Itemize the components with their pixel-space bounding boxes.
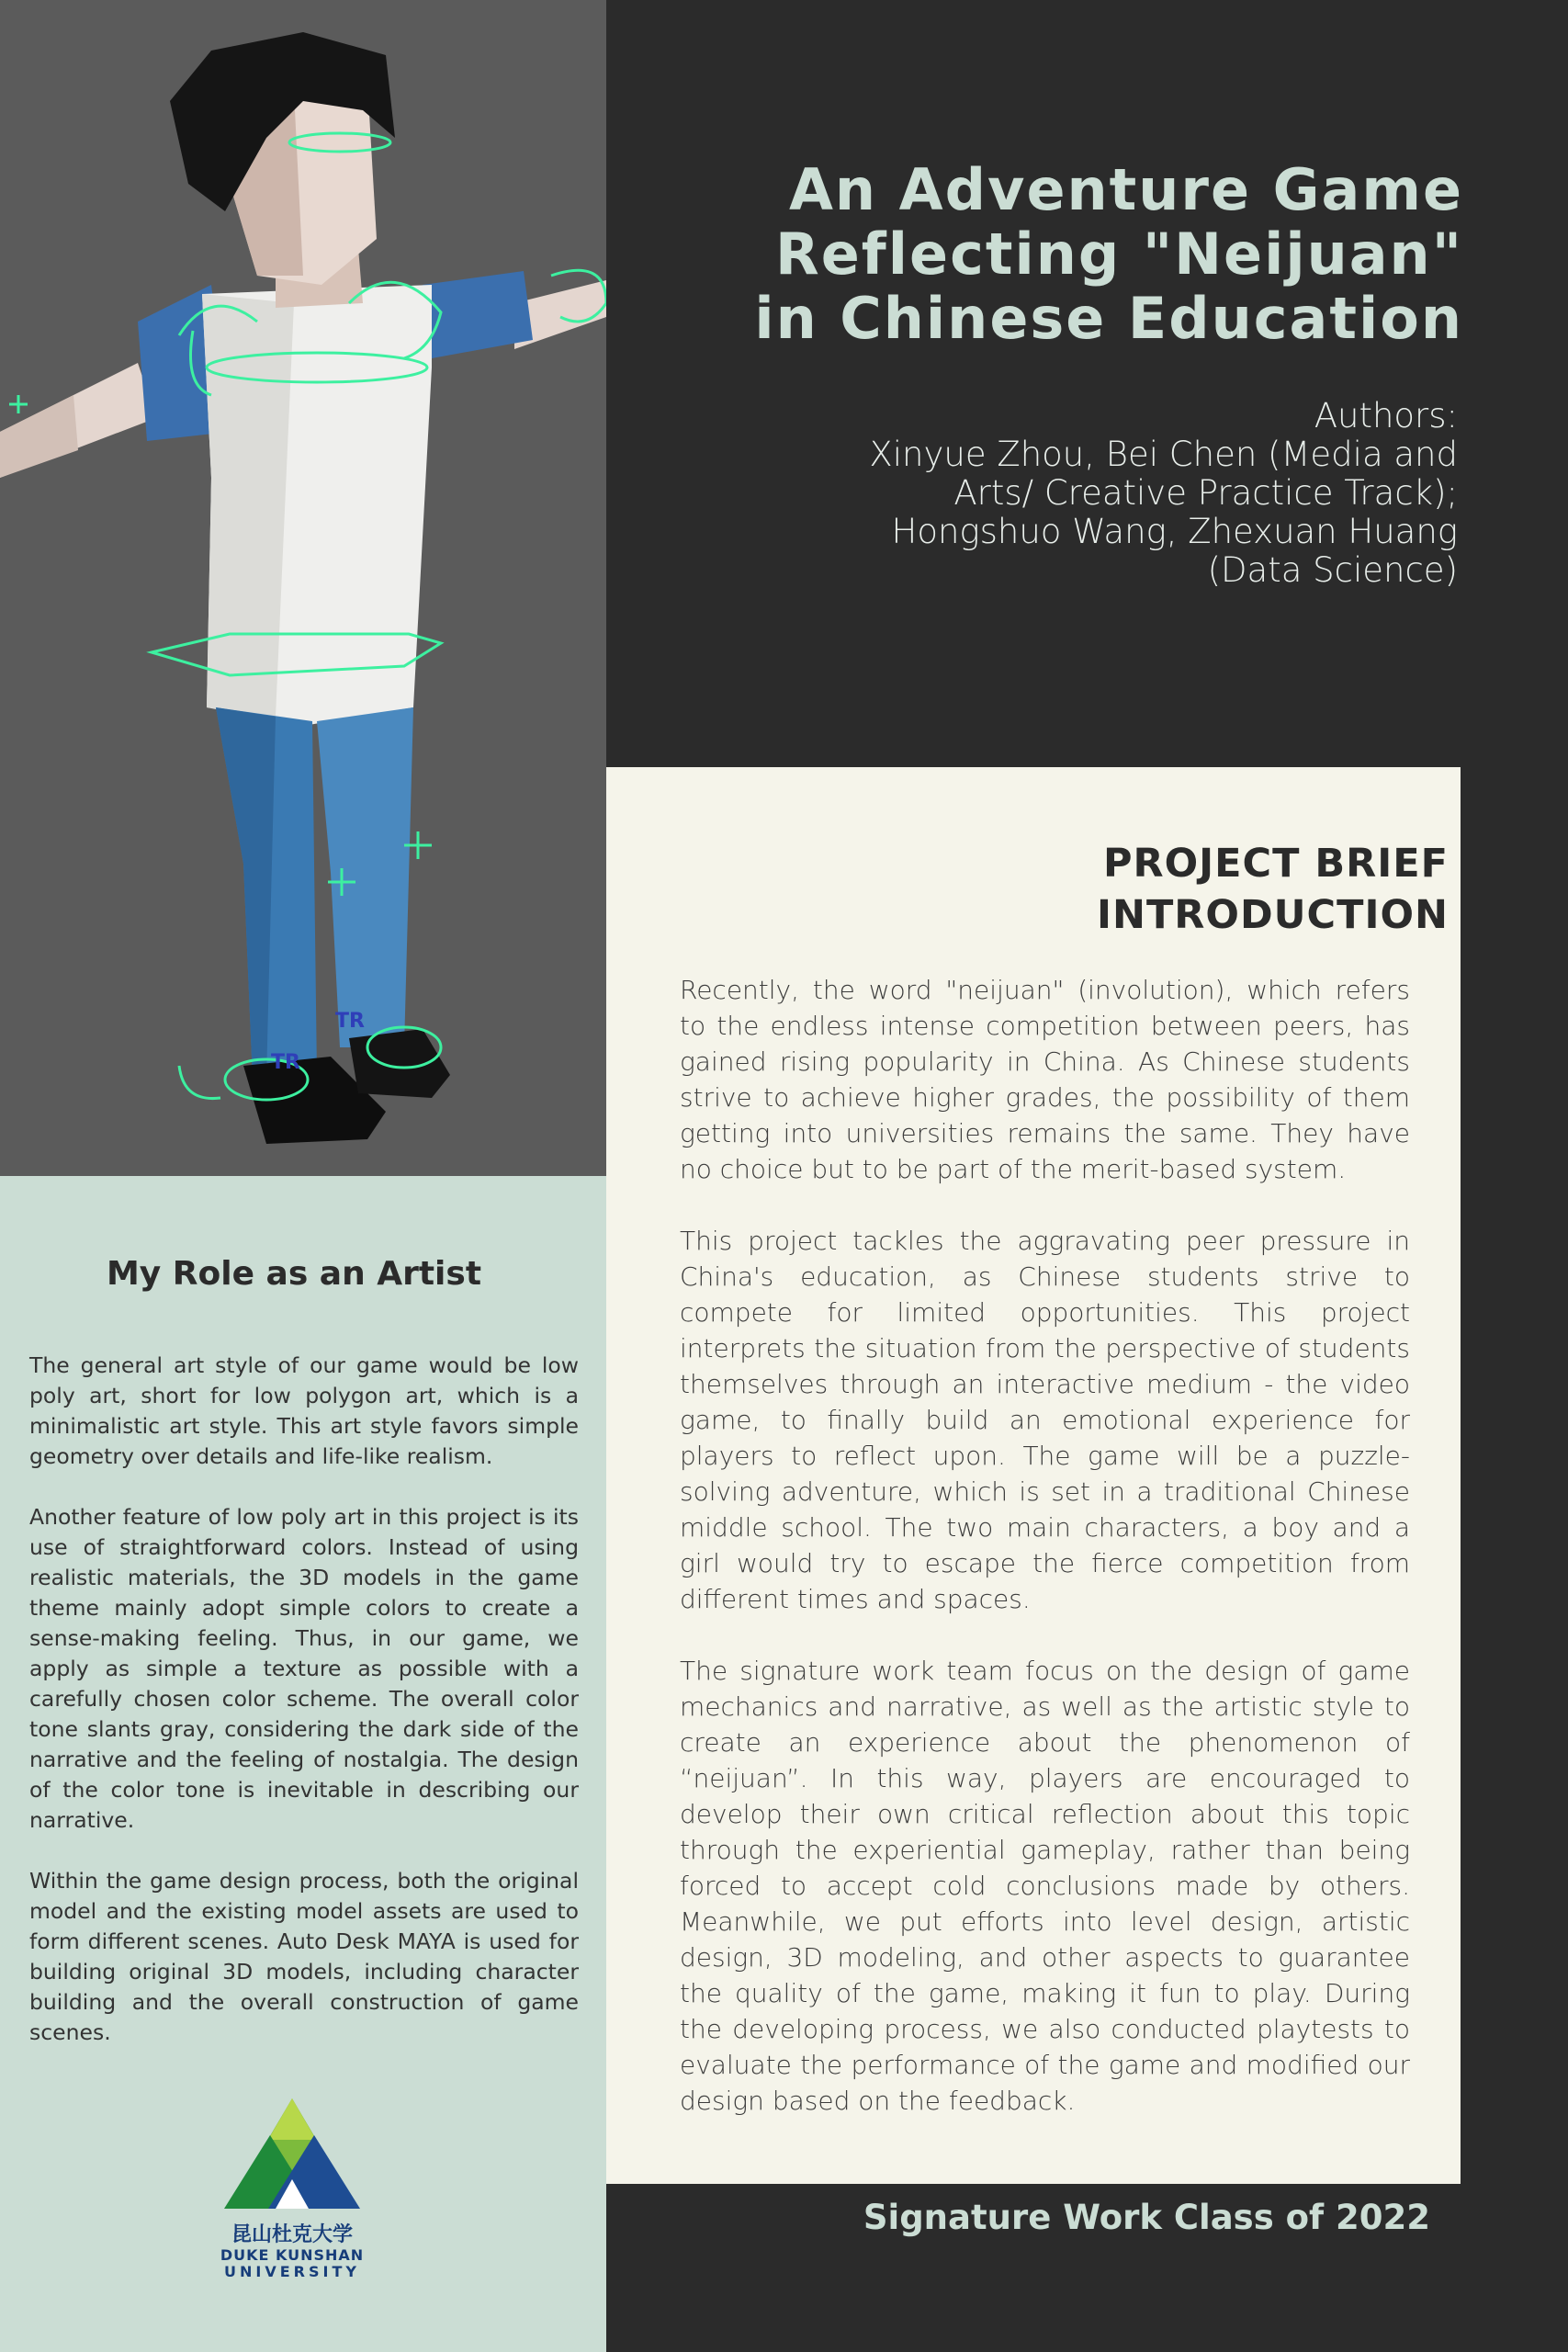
title-line-2: Reflecting "Neijuan" (775, 220, 1463, 288)
authors-label: Authors: (1314, 396, 1458, 435)
authors-line-2: Arts/ Creative Practice Track); (953, 473, 1458, 513)
logo-chinese-name: 昆山杜克大学 (231, 2223, 353, 2246)
role-paragraph-1: The general art style of our game would be low poly art, short for low polygon art, which is a minimalistic art style. This art style favors simple geometry over details and life-like realism. (29, 1352, 579, 1469)
dku-logo (219, 2098, 366, 2280)
model-label-tr-2: TR (271, 1051, 300, 1074)
role-paragraph-2: Another feature of low poly art in this project is its use of straightforward colors. Instead of using realistic materials, the 3D models in the game theme mainly adopt simple colors to create a sense-making feeling. Thus, in our game, we apply as simple a texture as possible with a carefully chosen color scheme. The overall color tone slants gray, considering the dark side of the narrative and the feeling of nostalgia. The design of the color tone is inevitable in describing our narrative. (29, 1504, 579, 1833)
title-line-3: in Chinese Education (754, 285, 1463, 352)
brief-body (680, 972, 1410, 2154)
authors-block (760, 397, 1458, 590)
brief-heading (1097, 838, 1449, 941)
model-label-tr-1: TR (335, 1010, 365, 1033)
authors-line-1: Xinyue Zhou, Bei Chen (Media and (869, 435, 1458, 474)
logo-english-line-1: DUKE KUNSHAN (220, 2246, 365, 2264)
authors-line-3: Hongshuo Wang, Zhexuan Huang (891, 512, 1458, 551)
brief-paragraph-1: Recently, the word "neijuan" (involution), which refers to the endless intense competition between peers, has gained rising popularity in China. As Chinese students strive to achieve higher grades, the possibility of them getting into universities remains the same. They have no choice but to be part of the merit-based system. (680, 975, 1410, 1184)
brief-heading-line-1: PROJECT BRIEF (1102, 841, 1449, 887)
poster-title (563, 158, 1463, 351)
role-body (29, 1351, 579, 2078)
title-line-1: An Adventure Game (788, 156, 1463, 223)
footer-class-label: Signature Work Class of 2022 (863, 2198, 1430, 2237)
character-model-render (0, 0, 606, 1176)
low-poly-boy-model (0, 0, 606, 1176)
brief-heading-line-2: INTRODUCTION (1096, 892, 1449, 938)
brief-paragraph-2: This project tackles the aggravating peer pressure in China's education, as Chinese students strive to compete for limited opportunities. This project interprets the situation from the perspective of students themselves through an interactive medium - the video game, to finally build an emotional experience for players to reflect upon. The game will be a puzzle-solving adventure, which is set in a traditional Chinese middle school. The two main characters, a boy and a girl would try to escape the fierce competition from different times and spaces. (680, 1226, 1410, 1614)
role-heading: My Role as an Artist (106, 1255, 482, 1293)
logo-english-line-2: UNIVERSITY (224, 2263, 360, 2280)
role-paragraph-3: Within the game design process, both the original model and the existing model assets are used to form different scenes. Auto Desk MAYA is used for building original 3D models, including character building and the overall construction of game scenes. (29, 1868, 579, 2045)
authors-line-4: (Data Science) (1207, 550, 1458, 590)
brief-paragraph-3: The signature work team focus on the design of game mechanics and narrative, as well as the artistic style to create an experience about the phenomenon of “neijuan”. In this way, players are encouraged to develop their own critical reflection about this topic through the experiential gameplay, rather than being forced to accept cold conclusions made by others. Meanwhile, we put efforts into level design, artistic design, 3D modeling, and other aspects to guarantee the quality of the game, making it fun to play. During the developing process, we also conducted playtests to evaluate the performance of the game and modified our design based on the feedback. (680, 1656, 1410, 2116)
dku-mountain-icon (224, 2098, 360, 2209)
